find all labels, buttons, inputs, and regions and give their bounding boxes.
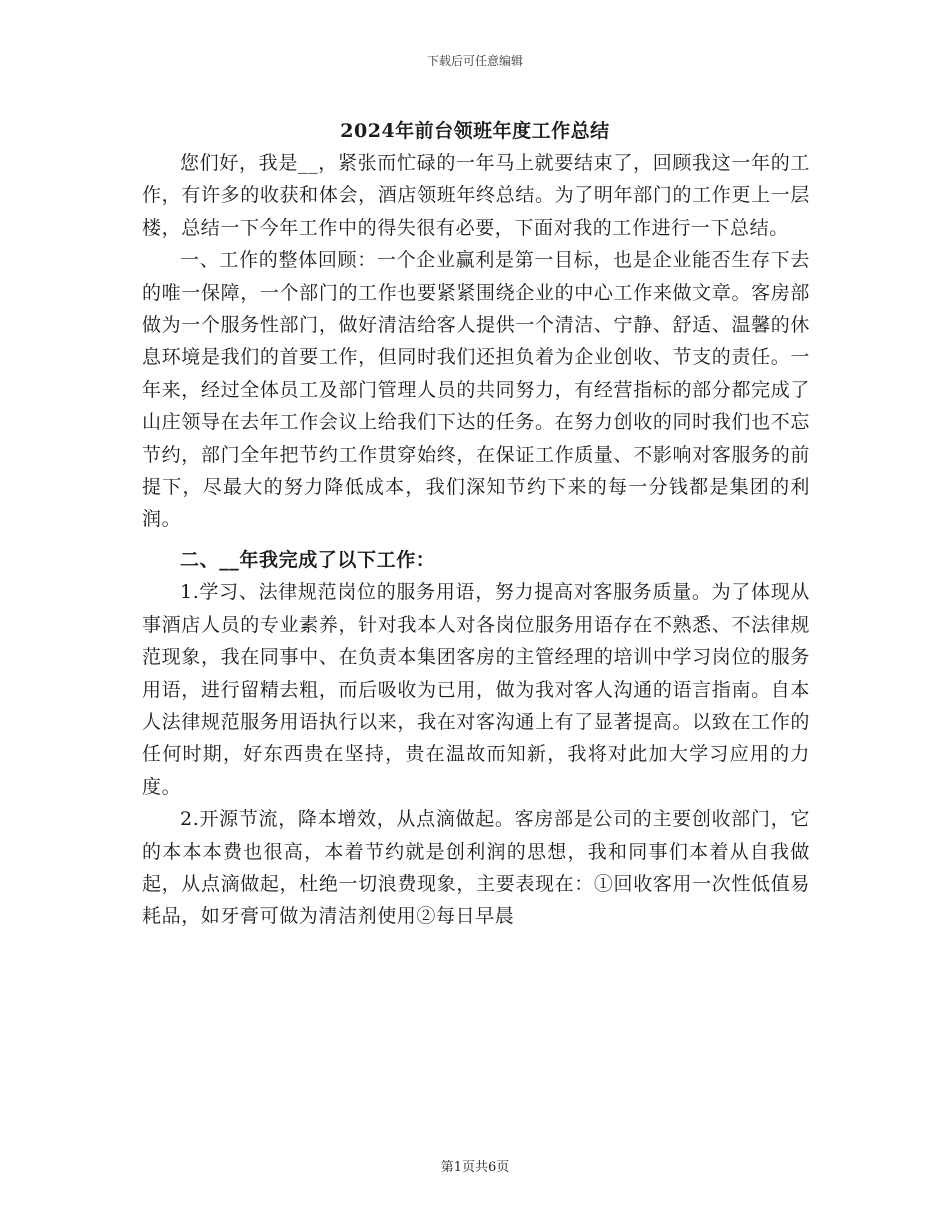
page-header-note: 下载后可任意编辑: [426, 54, 523, 68]
paragraph-item-1: 1.学习、法律规范岗位的服务用语，努力提高对客服务质量。为了体现从事酒店人员的专业素养，针对我本人对各岗位服务用语存在不熟悉、不法律规范现象，我在同事中、在负责本集团客房的主管经理的培训中学习岗位的服务用语，进行留精去粗，而后吸收为已用，做为我对客人沟通的语言指南。自本人法律规范服务用语执行以来，我在对客沟通上有了显著提高。以致在工作的任何时期，好东西贵在坚持，贵在温故而知新，我将对此加大学习应用的力度。: [142, 581, 810, 798]
paragraph-intro: 您们好，我是__，紧张而忙碌的一年马上就要结束了，回顾我这一年的工作，有许多的收获和体会，酒店领班年终总结。为了明年部门的工作更上一层楼，总结一下今年工作中的得失很有必要，下面对我的工作进行一下总结。: [142, 152, 810, 239]
paragraph-item-2: 2.开源节流，降本增效，从点滴做起。客房部是公司的主要创收部门，它的本本本费也很高，本着节约就是创利润的思想，我和同事们本着从自我做起，从点滴做起，杜绝一切浪费现象，主要表现在：①回收客用一次性低值易耗品，如牙膏可做为清洁剂使用②每日早晨: [142, 808, 810, 928]
document-title: 2024年前台领班年度工作总结: [340, 120, 610, 142]
paragraph-overview: 一、工作的整体回顾：一个企业赢利是第一目标，也是企业能否生存下去的唯一保障，一个部门的工作也要紧紧围绕企业的中心工作来做文章。客房部做为一个服务性部门，做好清洁给客人提供一个清洁、宁静、舒适、温馨的休息环境是我们的首要工作，但同时我们还担负着为企业创收、节支的责任。一年来，经过全体员工及部门管理人员的共同努力，有经营指标的部分都完成了山庄领导在去年工作会议上给我们下达的任务。在努力创收的同时我们也不忘节约，部门全年把节约工作贯穿始终，在保证工作质量、不影响对客服务的前提下，尽最大的努力降低成本，我们深知节约下来的每一分钱都是集团的利润。: [142, 249, 810, 531]
page-number: 第1页共6页: [440, 1160, 510, 1175]
document-body: [142, 147, 810, 933]
section-heading-completed-work: 二、__年我完成了以下工作：: [180, 548, 436, 571]
